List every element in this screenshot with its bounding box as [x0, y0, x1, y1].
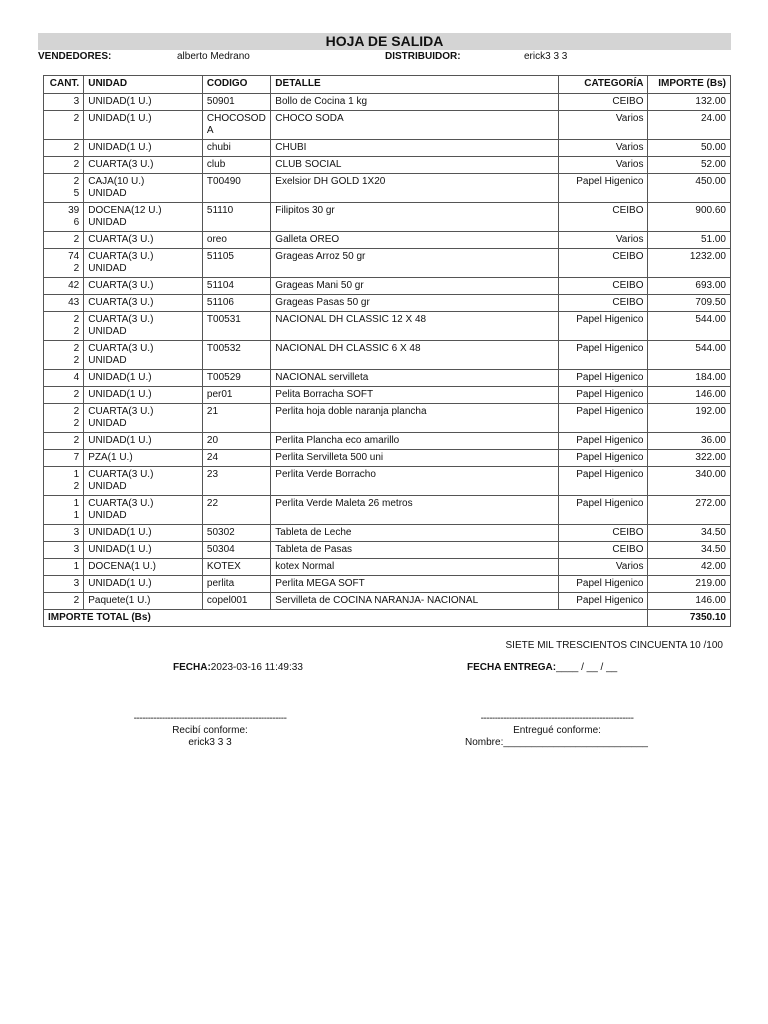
- row-cant: 2 2: [44, 312, 84, 341]
- row-importe: 322.00: [648, 450, 731, 467]
- row-detalle: NACIONAL DH CLASSIC 12 X 48: [271, 312, 559, 341]
- row-codigo: 21: [202, 404, 270, 433]
- row-importe: 34.50: [648, 525, 731, 542]
- row-categoria: Papel Higenico: [558, 593, 648, 610]
- table-row: [44, 450, 731, 467]
- row-importe: 544.00: [648, 312, 731, 341]
- row-cant: 2: [44, 232, 84, 249]
- signature-line: ------------------------------------------------------: [133, 713, 287, 724]
- row-categoria: Papel Higenico: [558, 404, 648, 433]
- row-cant: 2: [44, 157, 84, 174]
- table-row: [44, 278, 731, 295]
- row-cant: 1: [44, 559, 84, 576]
- row-categoria: Varios: [558, 559, 648, 576]
- row-codigo: 24: [202, 450, 270, 467]
- row-detalle: Tableta de Pasas: [271, 542, 559, 559]
- row-detalle: Tableta de Leche: [271, 525, 559, 542]
- row-codigo: 23: [202, 467, 270, 496]
- row-cant: 2 2: [44, 404, 84, 433]
- row-codigo: T00490: [202, 174, 270, 203]
- row-detalle: CHOCO SODA: [271, 111, 559, 140]
- table-row: [44, 341, 731, 370]
- row-cant: 2 5: [44, 174, 84, 203]
- row-detalle: Grageas Arroz 50 gr: [271, 249, 559, 278]
- row-unidad: UNIDAD(1 U.): [84, 370, 203, 387]
- table-row: [44, 542, 731, 559]
- row-unidad: CUARTA(3 U.) UNIDAD: [84, 249, 203, 278]
- row-importe: 132.00: [648, 94, 731, 111]
- row-importe: 1232.00: [648, 249, 731, 278]
- row-categoria: Papel Higenico: [558, 496, 648, 525]
- row-importe: 272.00: [648, 496, 731, 525]
- row-detalle: Filipitos 30 gr: [271, 203, 559, 232]
- row-unidad: CUARTA(3 U.) UNIDAD: [84, 341, 203, 370]
- row-importe: 450.00: [648, 174, 731, 203]
- row-cant: 3: [44, 542, 84, 559]
- row-cant: 2: [44, 433, 84, 450]
- row-cant: 7: [44, 450, 84, 467]
- row-unidad: Paquete(1 U.): [84, 593, 203, 610]
- row-cant: 43: [44, 295, 84, 312]
- row-cant: 3: [44, 525, 84, 542]
- row-importe: 219.00: [648, 576, 731, 593]
- row-unidad: CUARTA(3 U.) UNIDAD: [84, 312, 203, 341]
- row-categoria: Papel Higenico: [558, 312, 648, 341]
- table-row: [44, 157, 731, 174]
- row-detalle: Perlita Servilleta 500 uni: [271, 450, 559, 467]
- row-categoria: Papel Higenico: [558, 433, 648, 450]
- row-cant: 74 2: [44, 249, 84, 278]
- row-codigo: 51110: [202, 203, 270, 232]
- row-detalle: Perlita Verde Borracho: [271, 467, 559, 496]
- row-cant: 2: [44, 140, 84, 157]
- row-categoria: Varios: [558, 157, 648, 174]
- row-unidad: CAJA(10 U.) UNIDAD: [84, 174, 203, 203]
- row-importe: 50.00: [648, 140, 731, 157]
- row-unidad: CUARTA(3 U.): [84, 295, 203, 312]
- row-unidad: CUARTA(3 U.) UNIDAD: [84, 404, 203, 433]
- row-importe: 52.00: [648, 157, 731, 174]
- row-importe: 42.00: [648, 559, 731, 576]
- row-detalle: Grageas Mani 50 gr: [271, 278, 559, 295]
- row-importe: 192.00: [648, 404, 731, 433]
- table-row: [44, 295, 731, 312]
- row-codigo: 50901: [202, 94, 270, 111]
- row-codigo: chubi: [202, 140, 270, 157]
- distribuidor-value: erick3 3 3: [524, 51, 568, 62]
- row-detalle: Exelsior DH GOLD 1X20: [271, 174, 559, 203]
- document-title: HOJA DE SALIDA: [38, 33, 731, 50]
- row-unidad: CUARTA(3 U.): [84, 232, 203, 249]
- row-codigo: T00531: [202, 312, 270, 341]
- row-importe: 184.00: [648, 370, 731, 387]
- row-codigo: club: [202, 157, 270, 174]
- col-detalle-header: DETALLE: [271, 76, 559, 94]
- col-codigo-header: CODIGO: [202, 76, 270, 94]
- distribuidor-label: DISTRIBUIDOR:: [385, 51, 461, 62]
- row-categoria: Papel Higenico: [558, 387, 648, 404]
- table-row: [44, 387, 731, 404]
- row-unidad: UNIDAD(1 U.): [84, 433, 203, 450]
- row-cant: 39 6: [44, 203, 84, 232]
- row-cant: 2 2: [44, 341, 84, 370]
- row-categoria: CEIBO: [558, 295, 648, 312]
- row-codigo: 51105: [202, 249, 270, 278]
- table-row: [44, 203, 731, 232]
- row-unidad: DOCENA(12 U.) UNIDAD: [84, 203, 203, 232]
- row-unidad: UNIDAD(1 U.): [84, 525, 203, 542]
- table-row: [44, 232, 731, 249]
- row-codigo: T00532: [202, 341, 270, 370]
- row-codigo: CHOCOSODA: [202, 111, 270, 140]
- total-label: IMPORTE TOTAL (Bs): [44, 610, 648, 627]
- row-importe: 51.00: [648, 232, 731, 249]
- row-detalle: Perlita Verde Maleta 26 metros: [271, 496, 559, 525]
- row-codigo: 50302: [202, 525, 270, 542]
- row-codigo: perlita: [202, 576, 270, 593]
- fecha-entrega: FECHA ENTREGA:____ / __ / __: [467, 662, 618, 673]
- row-importe: 709.50: [648, 295, 731, 312]
- row-importe: 544.00: [648, 341, 731, 370]
- row-unidad: DOCENA(1 U.): [84, 559, 203, 576]
- row-cant: 3: [44, 576, 84, 593]
- row-unidad: UNIDAD(1 U.): [84, 140, 203, 157]
- row-cant: 42: [44, 278, 84, 295]
- signature-label: Recibí conforme:: [172, 725, 248, 736]
- col-categoria-header: CATEGORÍA: [558, 76, 648, 94]
- row-codigo: 51104: [202, 278, 270, 295]
- row-cant: 1 1: [44, 496, 84, 525]
- row-codigo: copel001: [202, 593, 270, 610]
- row-categoria: CEIBO: [558, 249, 648, 278]
- row-cant: 1 2: [44, 467, 84, 496]
- vendedores-value: alberto Medrano: [177, 51, 250, 62]
- row-categoria: CEIBO: [558, 278, 648, 295]
- row-codigo: per01: [202, 387, 270, 404]
- row-detalle: CHUBI: [271, 140, 559, 157]
- row-codigo: KOTEX: [202, 559, 270, 576]
- row-unidad: UNIDAD(1 U.): [84, 542, 203, 559]
- row-importe: 36.00: [648, 433, 731, 450]
- row-unidad: UNIDAD(1 U.): [84, 94, 203, 111]
- row-detalle: kotex Normal: [271, 559, 559, 576]
- table-row: [44, 140, 731, 157]
- signature-label: Entregué conforme:: [513, 725, 601, 736]
- total-value: 7350.10: [648, 610, 731, 627]
- table-row: [44, 433, 731, 450]
- signature-name: Nombre:__________________________: [465, 737, 648, 748]
- row-cant: 3: [44, 94, 84, 111]
- row-codigo: 22: [202, 496, 270, 525]
- table-row: [44, 370, 731, 387]
- table-row: [44, 525, 731, 542]
- row-categoria: Papel Higenico: [558, 450, 648, 467]
- row-cant: 4: [44, 370, 84, 387]
- row-detalle: NACIONAL DH CLASSIC 6 X 48: [271, 341, 559, 370]
- row-importe: 340.00: [648, 467, 731, 496]
- row-detalle: Perlita hoja doble naranja plancha: [271, 404, 559, 433]
- row-detalle: Bollo de Cocina 1 kg: [271, 94, 559, 111]
- row-unidad: UNIDAD(1 U.): [84, 111, 203, 140]
- amount-in-words: SIETE MIL TRESCIENTOS CINCUENTA 10 /100: [505, 640, 723, 651]
- fecha: FECHA:2023-03-16 11:49:33: [173, 662, 303, 673]
- row-cant: 2: [44, 593, 84, 610]
- items-table: [43, 75, 731, 627]
- col-unidad-header: UNIDAD: [84, 76, 203, 94]
- vendedores-label: VENDEDORES:: [38, 51, 112, 62]
- row-unidad: PZA(1 U.): [84, 450, 203, 467]
- table-row: [44, 467, 731, 496]
- row-categoria: CEIBO: [558, 542, 648, 559]
- signature-name: erick3 3 3: [188, 737, 232, 748]
- row-detalle: Perlita Plancha eco amarillo: [271, 433, 559, 450]
- row-detalle: Servilleta de COCINA NARANJA- NACIONAL: [271, 593, 559, 610]
- table-row: [44, 111, 731, 140]
- col-cant-header: CANT.: [44, 76, 84, 94]
- col-importe-header: IMPORTE (Bs): [648, 76, 731, 94]
- row-codigo: 51106: [202, 295, 270, 312]
- row-unidad: CUARTA(3 U.): [84, 157, 203, 174]
- table-row: [44, 94, 731, 111]
- row-detalle: NACIONAL servilleta: [271, 370, 559, 387]
- row-categoria: Papel Higenico: [558, 174, 648, 203]
- row-categoria: CEIBO: [558, 203, 648, 232]
- signature-received: [118, 713, 302, 749]
- table-header-row: [44, 76, 731, 94]
- row-unidad: UNIDAD(1 U.): [84, 387, 203, 404]
- row-detalle: Perlita MEGA SOFT: [271, 576, 559, 593]
- table-row: [44, 249, 731, 278]
- row-codigo: oreo: [202, 232, 270, 249]
- table-row: [44, 404, 731, 433]
- row-categoria: Varios: [558, 140, 648, 157]
- row-importe: 24.00: [648, 111, 731, 140]
- signature-delivered: [465, 713, 649, 749]
- row-categoria: Varios: [558, 232, 648, 249]
- table-row: [44, 559, 731, 576]
- row-cant: 2: [44, 111, 84, 140]
- row-categoria: Varios: [558, 111, 648, 140]
- row-unidad: CUARTA(3 U.) UNIDAD: [84, 496, 203, 525]
- table-row: [44, 312, 731, 341]
- table-row: [44, 576, 731, 593]
- row-unidad: CUARTA(3 U.) UNIDAD: [84, 467, 203, 496]
- row-detalle: Grageas Pasas 50 gr: [271, 295, 559, 312]
- row-unidad: CUARTA(3 U.): [84, 278, 203, 295]
- row-categoria: Papel Higenico: [558, 576, 648, 593]
- row-importe: 146.00: [648, 387, 731, 404]
- row-categoria: Papel Higenico: [558, 341, 648, 370]
- row-codigo: 20: [202, 433, 270, 450]
- row-detalle: CLUB SOCIAL: [271, 157, 559, 174]
- row-codigo: T00529: [202, 370, 270, 387]
- row-categoria: Papel Higenico: [558, 370, 648, 387]
- row-categoria: CEIBO: [558, 94, 648, 111]
- row-detalle: Galleta OREO: [271, 232, 559, 249]
- signature-line: ------------------------------------------------------: [480, 713, 634, 724]
- row-importe: 693.00: [648, 278, 731, 295]
- row-cant: 2: [44, 387, 84, 404]
- row-importe: 34.50: [648, 542, 731, 559]
- table-row: [44, 174, 731, 203]
- row-codigo: 50304: [202, 542, 270, 559]
- total-row: [44, 610, 731, 627]
- table-row: [44, 593, 731, 610]
- row-detalle: Pelita Borracha SOFT: [271, 387, 559, 404]
- row-importe: 900.60: [648, 203, 731, 232]
- row-categoria: Papel Higenico: [558, 467, 648, 496]
- row-unidad: UNIDAD(1 U.): [84, 576, 203, 593]
- row-importe: 146.00: [648, 593, 731, 610]
- row-categoria: CEIBO: [558, 525, 648, 542]
- table-row: [44, 496, 731, 525]
